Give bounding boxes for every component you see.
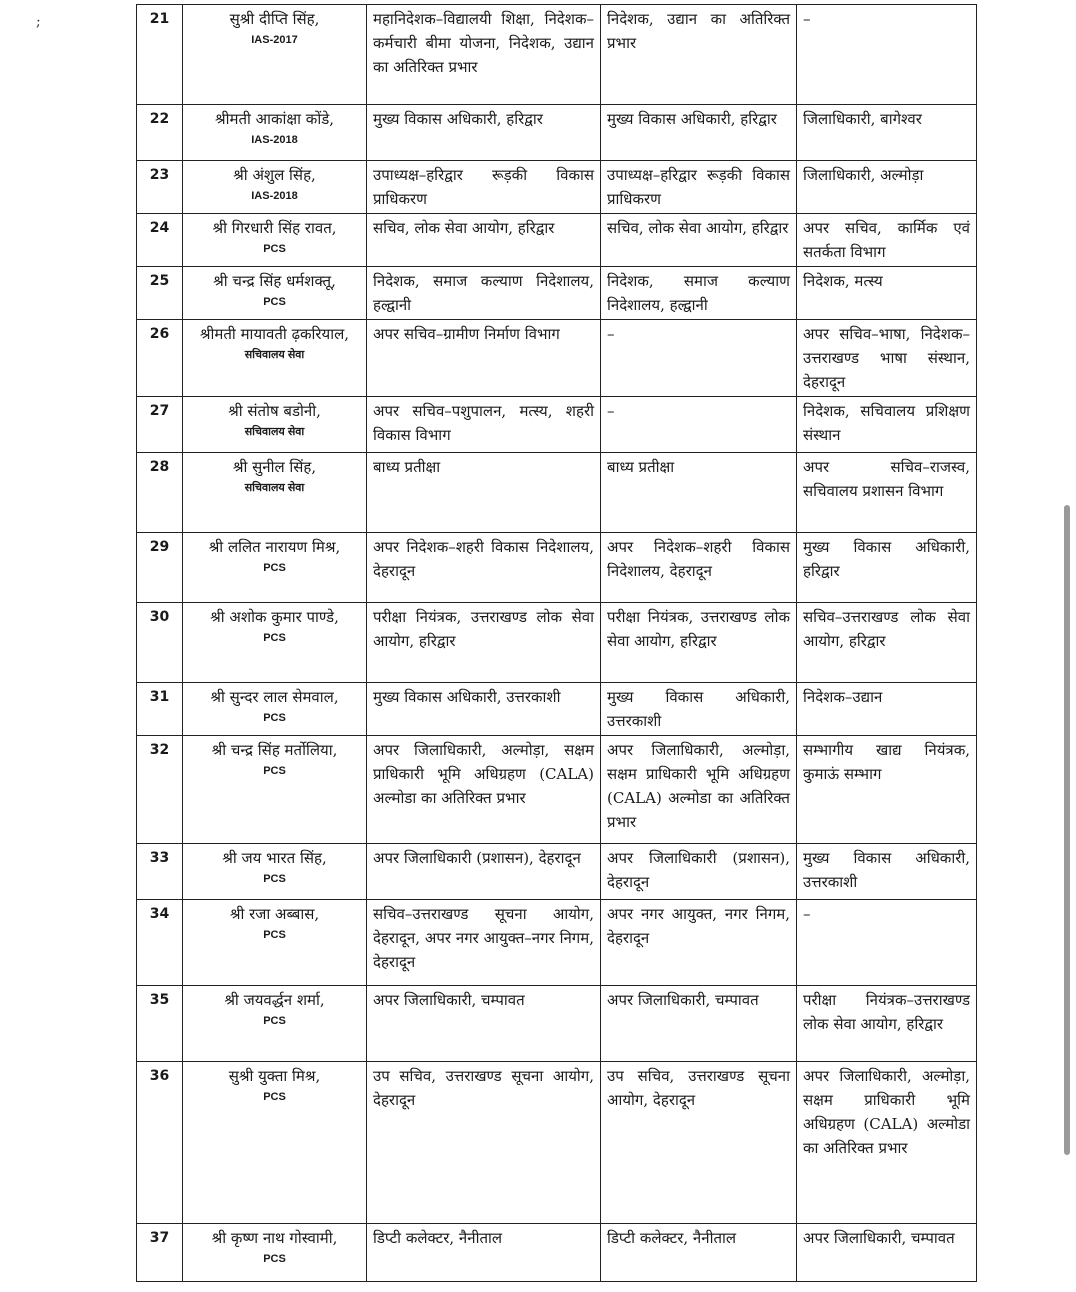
new-posting: – <box>797 900 977 986</box>
officer-name: श्री अशोक कुमार पाण्डे, <box>210 608 339 626</box>
officer-cadre: PCS <box>263 632 286 644</box>
new-posting: निदेशक, सचिवालय प्रशिक्षण संस्थान <box>797 397 977 453</box>
current-posting: उपाध्यक्ष–हरिद्वार रूड़की विकास प्राधिकरण <box>367 161 601 214</box>
current-posting: मुख्य विकास अधिकारी, हरिद्वार <box>367 105 601 161</box>
officer-name: श्री चन्द्र सिंह मर्तोलिया, <box>211 741 338 759</box>
officer-name: श्री गिरधारी सिंह रावत, <box>212 219 337 237</box>
officer-cell <box>183 320 367 397</box>
retained-charge: डिप्टी कलेक्टर, नैनीताल <box>601 1224 797 1282</box>
current-posting: उप सचिव, उत्तराखण्ड सूचना आयोग, देहरादून <box>367 1062 601 1224</box>
new-posting: अपर सचिव, कार्मिक एवं सतर्कता विभाग <box>797 214 977 267</box>
serial-number: 29 <box>137 533 183 603</box>
retained-charge: – <box>601 320 797 397</box>
current-posting: अपर जिलाधिकारी, अल्मोड़ा, सक्षम प्राधिकारी भूमि अधिग्रहण (CALA) अल्मोडा का अतिरिक्त प्रभार <box>367 736 601 844</box>
officer-cell <box>183 1224 367 1282</box>
retained-charge: अपर नगर आयुक्त, नगर निगम, देहरादून <box>601 900 797 986</box>
retained-charge: मुख्य विकास अधिकारी, हरिद्वार <box>601 105 797 161</box>
retained-charge: परीक्षा नियंत्रक, उत्तराखण्ड लोक सेवा आयोग, हरिद्वार <box>601 603 797 683</box>
officer-cadre: सचिवालय सेवा <box>244 349 305 361</box>
table-row <box>137 844 977 900</box>
officer-cadre: PCS <box>263 712 286 724</box>
new-posting: अपर जिलाधिकारी, अल्मोड़ा, सक्षम प्राधिकारी भूमि अधिग्रहण (CALA) अल्मोडा का अतिरिक्त प्रभार <box>797 1062 977 1224</box>
table-row <box>137 453 977 533</box>
officer-cadre: PCS <box>263 929 286 941</box>
serial-number: 33 <box>137 844 183 900</box>
new-posting: निदेशक–उद्यान <box>797 683 977 736</box>
officer-cell <box>183 397 367 453</box>
officer-cadre: IAS-2018 <box>251 134 298 146</box>
officer-name: श्री जय भारत सिंह, <box>222 849 327 867</box>
officer-name: श्री सुन्दर लाल सेमवाल, <box>210 688 339 706</box>
officer-name: श्री जयवर्द्धन शर्मा, <box>224 991 325 1009</box>
current-posting: अपर सचिव–ग्रामीण निर्माण विभाग <box>367 320 601 397</box>
officer-cell <box>183 105 367 161</box>
serial-number: 30 <box>137 603 183 683</box>
new-posting: – <box>797 5 977 105</box>
officer-cadre: PCS <box>263 873 286 885</box>
officer-cell <box>183 5 367 105</box>
officer-cell <box>183 844 367 900</box>
retained-charge: अपर जिलाधिकारी, चम्पावत <box>601 986 797 1062</box>
serial-number: 37 <box>137 1224 183 1282</box>
serial-number: 27 <box>137 397 183 453</box>
scrollbar[interactable] <box>1064 505 1070 1155</box>
officer-name: श्री चन्द्र सिंह धर्मशक्तू, <box>213 272 336 290</box>
officer-cell <box>183 267 367 320</box>
officer-name: श्री ललित नारायण मिश्र, <box>208 538 341 556</box>
officer-name: सुश्री दीप्ति सिंह, <box>229 10 320 28</box>
current-posting: निदेशक, समाज कल्याण निदेशालय, हल्द्वानी <box>367 267 601 320</box>
officer-cell <box>183 603 367 683</box>
current-posting: सचिव, लोक सेवा आयोग, हरिद्वार <box>367 214 601 267</box>
serial-number: 22 <box>137 105 183 161</box>
current-posting: अपर जिलाधिकारी, चम्पावत <box>367 986 601 1062</box>
new-posting: सचिव–उत्तराखण्ड लोक सेवा आयोग, हरिद्वार <box>797 603 977 683</box>
officer-cell <box>183 453 367 533</box>
current-posting: परीक्षा नियंत्रक, उत्तराखण्ड लोक सेवा आयोग, हरिद्वार <box>367 603 601 683</box>
serial-number: 34 <box>137 900 183 986</box>
officer-cell <box>183 533 367 603</box>
officer-cell <box>183 683 367 736</box>
table-row <box>137 214 977 267</box>
serial-number: 23 <box>137 161 183 214</box>
table-row <box>137 533 977 603</box>
officer-cadre: PCS <box>263 1015 286 1027</box>
current-posting: अपर जिलाधिकारी (प्रशासन), देहरादून <box>367 844 601 900</box>
officer-name: सुश्री युक्ता मिश्र, <box>228 1067 321 1085</box>
table-row <box>137 736 977 844</box>
officer-name: श्रीमती आकांक्षा कोंडे, <box>214 110 335 128</box>
retained-charge: बाध्य प्रतीक्षा <box>601 453 797 533</box>
table-row <box>137 267 977 320</box>
serial-number: 32 <box>137 736 183 844</box>
table-row <box>137 397 977 453</box>
current-posting: डिप्टी कलेक्टर, नैनीताल <box>367 1224 601 1282</box>
retained-charge: उपाध्यक्ष–हरिद्वार रूड़की विकास प्राधिकरण <box>601 161 797 214</box>
table-row <box>137 5 977 105</box>
table-row <box>137 986 977 1062</box>
new-posting: निदेशक, मत्स्य <box>797 267 977 320</box>
officer-cell <box>183 736 367 844</box>
new-posting: अपर जिलाधिकारी, चम्पावत <box>797 1224 977 1282</box>
table-row <box>137 603 977 683</box>
officer-cell <box>183 161 367 214</box>
new-posting: परीक्षा नियंत्रक–उत्तराखण्ड लोक सेवा आयोग, हरिद्वार <box>797 986 977 1062</box>
new-posting: जिलाधिकारी, बागेश्वर <box>797 105 977 161</box>
current-posting: बाध्य प्रतीक्षा <box>367 453 601 533</box>
officer-cadre: PCS <box>263 243 286 255</box>
serial-number: 28 <box>137 453 183 533</box>
retained-charge: अपर जिलाधिकारी (प्रशासन), देहरादून <box>601 844 797 900</box>
serial-number: 26 <box>137 320 183 397</box>
table-row <box>137 105 977 161</box>
officer-cadre: PCS <box>263 296 286 308</box>
new-posting: अपर सचिव–भाषा, निदेशक–उत्तराखण्ड भाषा संस्थान, देहरादून <box>797 320 977 397</box>
current-posting: मुख्य विकास अधिकारी, उत्तरकाशी <box>367 683 601 736</box>
retained-charge: अपर निदेशक–शहरी विकास निदेशालय, देहरादून <box>601 533 797 603</box>
table-row <box>137 320 977 397</box>
table-row <box>137 1062 977 1224</box>
retained-charge: – <box>601 397 797 453</box>
current-posting: सचिव–उत्तराखण्ड सूचना आयोग, देहरादून, अपर नगर आयुक्त–नगर निगम, देहरादून <box>367 900 601 986</box>
new-posting: जिलाधिकारी, अल्मोड़ा <box>797 161 977 214</box>
officer-name: श्री सुनील सिंह, <box>232 458 317 476</box>
serial-number: 35 <box>137 986 183 1062</box>
new-posting: सम्भागीय खाद्य नियंत्रक, कुमाऊं सम्भाग <box>797 736 977 844</box>
serial-number: 24 <box>137 214 183 267</box>
serial-number: 31 <box>137 683 183 736</box>
serial-number: 25 <box>137 267 183 320</box>
new-posting: मुख्य विकास अधिकारी, उत्तरकाशी <box>797 844 977 900</box>
officer-cadre: सचिवालय सेवा <box>244 426 305 438</box>
officer-cell <box>183 900 367 986</box>
officer-name: श्री संतोष बडोनी, <box>228 402 321 420</box>
retained-charge: अपर जिलाधिकारी, अल्मोड़ा, सक्षम प्राधिकारी भूमि अधिग्रहण (CALA) अल्मोडा का अतिरिक्त प्रभार <box>601 736 797 844</box>
serial-number: 21 <box>137 5 183 105</box>
officer-cadre: PCS <box>263 1253 286 1265</box>
retained-charge: मुख्य विकास अधिकारी, उत्तरकाशी <box>601 683 797 736</box>
officer-cadre: IAS-2017 <box>251 34 298 46</box>
new-posting: अपर सचिव–राजस्व, सचिवालय प्रशासन विभाग <box>797 453 977 533</box>
retained-charge: उप सचिव, उत्तराखण्ड सूचना आयोग, देहरादून <box>601 1062 797 1224</box>
officer-name: श्री अंशुल सिंह, <box>233 166 316 184</box>
officer-cell <box>183 214 367 267</box>
officer-cell <box>183 986 367 1062</box>
table-row <box>137 1224 977 1282</box>
officer-cadre: सचिवालय सेवा <box>244 482 305 494</box>
current-posting: अपर सचिव–पशुपालन, मत्स्य, शहरी विकास विभाग <box>367 397 601 453</box>
table-body <box>137 5 977 1282</box>
retained-charge: निदेशक, समाज कल्याण निदेशालय, हल्द्वानी <box>601 267 797 320</box>
retained-charge: निदेशक, उद्यान का अतिरिक्त प्रभार <box>601 5 797 105</box>
officer-cadre: PCS <box>263 562 286 574</box>
officer-name: श्री कृष्ण नाथ गोस्वामी, <box>211 1229 338 1247</box>
new-posting: मुख्य विकास अधिकारी, हरिद्वार <box>797 533 977 603</box>
table-row <box>137 161 977 214</box>
table-row <box>137 683 977 736</box>
officer-cadre: PCS <box>263 765 286 777</box>
table-row <box>137 900 977 986</box>
officer-cell <box>183 1062 367 1224</box>
officer-name: श्रीमती मायावती ढ़करियाल, <box>199 325 350 343</box>
officer-name: श्री रजा अब्बास, <box>229 905 320 923</box>
margin-mark: ; <box>36 14 41 30</box>
current-posting: महानिदेशक–विद्यालयी शिक्षा, निदेशक–कर्मचारी बीमा योजना, निदेशक, उद्यान का अतिरिक्त प्रभार <box>367 5 601 105</box>
serial-number: 36 <box>137 1062 183 1224</box>
officer-cadre: IAS-2018 <box>251 190 298 202</box>
current-posting: अपर निदेशक–शहरी विकास निदेशालय, देहरादून <box>367 533 601 603</box>
officer-cadre: PCS <box>263 1091 286 1103</box>
retained-charge: सचिव, लोक सेवा आयोग, हरिद्वार <box>601 214 797 267</box>
transfer-orders-table <box>136 4 977 1282</box>
